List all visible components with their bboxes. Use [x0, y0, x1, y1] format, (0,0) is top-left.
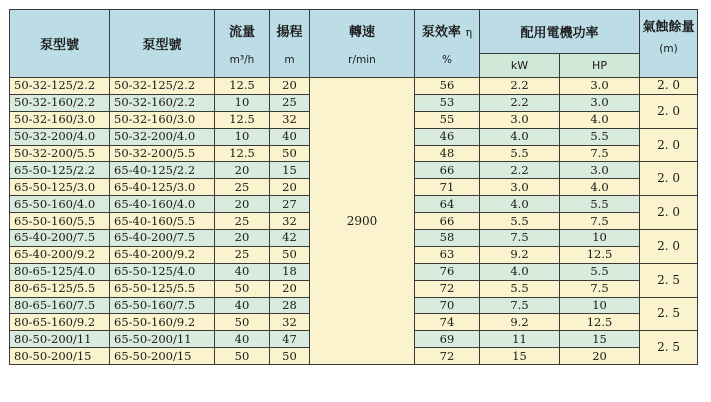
flow-cell: 12.5: [215, 78, 270, 95]
flow-cell: 20: [215, 230, 270, 247]
model-b-cell: 65-50-160/7.5: [110, 297, 215, 314]
head-cell: 50: [270, 246, 310, 263]
hp-cell: 10: [560, 297, 640, 314]
flow-cell: 10: [215, 128, 270, 145]
model-b-cell: 50-32-200/4.0: [110, 128, 215, 145]
model-a-cell: 65-40-200/7.5: [10, 230, 110, 247]
kw-cell: 9.2: [480, 246, 560, 263]
model-b-cell: 65-50-200/11: [110, 331, 215, 348]
kw-cell: 4.0: [480, 128, 560, 145]
model-a-cell: 80-65-160/7.5: [10, 297, 110, 314]
efficiency-cell: 70: [415, 297, 480, 314]
efficiency-cell: 69: [415, 331, 480, 348]
flow-cell: 12.5: [215, 145, 270, 162]
model-b-cell: 65-40-200/7.5: [110, 230, 215, 247]
flow-cell: 50: [215, 280, 270, 297]
efficiency-cell: 53: [415, 94, 480, 111]
model-a-cell: 50-32-160/2.2: [10, 94, 110, 111]
head-unit: m: [284, 54, 295, 66]
head-cell: 20: [270, 280, 310, 297]
flow-cell: 20: [215, 162, 270, 179]
head-cell: 47: [270, 331, 310, 348]
npsh-cell: 2. 0: [640, 162, 698, 196]
npsh-cell: 2. 0: [640, 230, 698, 264]
kw-cell: 7.5: [480, 297, 560, 314]
npsh-cell: 2. 0: [640, 196, 698, 230]
head-cell: 42: [270, 230, 310, 247]
npsh-header-label: 氣蝕餘量: [642, 20, 695, 35]
speed-header-label: 轉速: [348, 25, 375, 40]
npsh-cell: 2. 0: [640, 78, 698, 95]
efficiency-cell: 64: [415, 196, 480, 213]
kw-header: kW: [480, 54, 560, 78]
kw-cell: 2.2: [480, 162, 560, 179]
model-a-cell: 80-65-125/5.5: [10, 280, 110, 297]
flow-header-label: 流量: [228, 25, 255, 40]
hp-cell: 20: [560, 348, 640, 365]
head-cell: 27: [270, 196, 310, 213]
model-b-cell: 65-40-160/5.5: [110, 213, 215, 230]
hp-cell: 12.5: [560, 246, 640, 263]
flow-cell: 25: [215, 213, 270, 230]
hp-cell: 10: [560, 230, 640, 247]
model-a-cell: 65-50-160/4.0: [10, 196, 110, 213]
efficiency-cell: 55: [415, 111, 480, 128]
efficiency-cell: 48: [415, 145, 480, 162]
model-b-cell: 65-50-125/5.5: [110, 280, 215, 297]
efficiency-cell: 58: [415, 230, 480, 247]
flow-cell: 10: [215, 94, 270, 111]
kw-cell: 7.5: [480, 230, 560, 247]
flow-cell: 25: [215, 246, 270, 263]
kw-cell: 3.0: [480, 111, 560, 128]
efficiency-header: [415, 10, 480, 78]
head-cell: 50: [270, 145, 310, 162]
flow-cell: 12.5: [215, 111, 270, 128]
head-cell: 20: [270, 179, 310, 196]
flow-unit: m³/h: [229, 54, 255, 66]
model-b-cell: 50-32-160/2.2: [110, 94, 215, 111]
flow-header: [215, 10, 270, 78]
model-a-cell: 50-32-200/5.5: [10, 145, 110, 162]
npsh-cell: 2. 5: [640, 263, 698, 297]
hp-cell: 3.0: [560, 94, 640, 111]
flow-cell: 40: [215, 331, 270, 348]
model-b-cell: 50-32-160/3.0: [110, 111, 215, 128]
kw-cell: 11: [480, 331, 560, 348]
npsh-cell: 2. 5: [640, 331, 698, 365]
model-b-cell: 50-32-200/5.5: [110, 145, 215, 162]
model-header-1-label: 泵型號: [39, 38, 79, 53]
kw-cell: 5.5: [480, 280, 560, 297]
model-a-cell: 80-50-200/11: [10, 331, 110, 348]
hp-cell: 3.0: [560, 162, 640, 179]
efficiency-header-label: 泵效率: [421, 25, 461, 40]
efficiency-cell: 46: [415, 128, 480, 145]
head-cell: 32: [270, 213, 310, 230]
hp-cell: 3.0: [560, 78, 640, 95]
efficiency-cell: 72: [415, 280, 480, 297]
kw-cell: 2.2: [480, 94, 560, 111]
model-a-cell: 65-40-200/9.2: [10, 246, 110, 263]
speed-header: [310, 10, 415, 78]
motor-power-label: 配用電機功率: [520, 26, 599, 41]
flow-cell: 50: [215, 314, 270, 331]
efficiency-cell: 71: [415, 179, 480, 196]
head-header: [270, 10, 310, 78]
head-cell: 28: [270, 297, 310, 314]
pump-spec-table: [9, 9, 698, 365]
model-a-cell: 80-50-200/15: [10, 348, 110, 365]
efficiency-cell: 76: [415, 263, 480, 280]
npsh-cell: 2. 0: [640, 128, 698, 162]
head-cell: 25: [270, 94, 310, 111]
flow-cell: 25: [215, 179, 270, 196]
model-a-cell: 50-32-125/2.2: [10, 78, 110, 95]
speed-unit: r/min: [348, 54, 376, 66]
hp-cell: 7.5: [560, 145, 640, 162]
model-a-cell: 50-32-200/4.0: [10, 128, 110, 145]
table-row: [10, 78, 698, 95]
efficiency-cell: 72: [415, 348, 480, 365]
head-cell: 32: [270, 111, 310, 128]
model-b-cell: 65-40-160/4.0: [110, 196, 215, 213]
efficiency-cell: 66: [415, 162, 480, 179]
efficiency-cell: 74: [415, 314, 480, 331]
npsh-cell: 2. 5: [640, 297, 698, 331]
model-header-2: [110, 10, 215, 78]
model-a-cell: 80-65-125/4.0: [10, 263, 110, 280]
model-a-cell: 65-50-125/3.0: [10, 179, 110, 196]
kw-cell: 4.0: [480, 196, 560, 213]
head-cell: 40: [270, 128, 310, 145]
flow-cell: 20: [215, 196, 270, 213]
kw-cell: 2.2: [480, 78, 560, 95]
head-cell: 18: [270, 263, 310, 280]
efficiency-cell: 56: [415, 78, 480, 95]
model-b-cell: 65-50-125/4.0: [110, 263, 215, 280]
kw-cell: 5.5: [480, 145, 560, 162]
kw-cell: 4.0: [480, 263, 560, 280]
efficiency-cell: 63: [415, 246, 480, 263]
model-a-cell: 80-65-160/9.2: [10, 314, 110, 331]
hp-cell: 7.5: [560, 280, 640, 297]
motor-power-header: [480, 10, 640, 54]
model-a-cell: 50-32-160/3.0: [10, 111, 110, 128]
model-b-cell: 65-40-200/9.2: [110, 246, 215, 263]
kw-cell: 9.2: [480, 314, 560, 331]
hp-cell: 4.0: [560, 179, 640, 196]
npsh-unit: (m): [659, 43, 678, 55]
model-b-cell: 50-32-125/2.2: [110, 78, 215, 95]
model-header-1: [10, 10, 110, 78]
hp-header: HP: [560, 54, 640, 78]
head-cell: 20: [270, 78, 310, 95]
model-b-cell: 65-40-125/3.0: [110, 179, 215, 196]
hp-cell: 7.5: [560, 213, 640, 230]
head-header-label: 揚程: [276, 25, 303, 40]
model-b-cell: 65-50-160/9.2: [110, 314, 215, 331]
head-cell: 32: [270, 314, 310, 331]
hp-cell: 15: [560, 331, 640, 348]
efficiency-cell: 66: [415, 213, 480, 230]
efficiency-unit: %: [442, 54, 452, 66]
hp-cell: 4.0: [560, 111, 640, 128]
efficiency-symbol: η: [465, 26, 473, 39]
flow-cell: 40: [215, 297, 270, 314]
npsh-header: [640, 10, 698, 78]
model-a-cell: 65-50-125/2.2: [10, 162, 110, 179]
npsh-cell: 2. 0: [640, 94, 698, 128]
model-b-cell: 65-50-200/15: [110, 348, 215, 365]
flow-cell: 40: [215, 263, 270, 280]
head-cell: 15: [270, 162, 310, 179]
hp-cell: 5.5: [560, 196, 640, 213]
kw-cell: 5.5: [480, 213, 560, 230]
kw-cell: 3.0: [480, 179, 560, 196]
speed-cell: 2900: [310, 78, 415, 365]
kw-cell: 15: [480, 348, 560, 365]
head-cell: 50: [270, 348, 310, 365]
hp-cell: 12.5: [560, 314, 640, 331]
model-b-cell: 65-40-125/2.2: [110, 162, 215, 179]
model-header-2-label: 泵型號: [142, 38, 182, 53]
model-a-cell: 65-50-160/5.5: [10, 213, 110, 230]
hp-cell: 5.5: [560, 263, 640, 280]
flow-cell: 50: [215, 348, 270, 365]
hp-cell: 5.5: [560, 128, 640, 145]
spec-table-body: [10, 78, 698, 365]
